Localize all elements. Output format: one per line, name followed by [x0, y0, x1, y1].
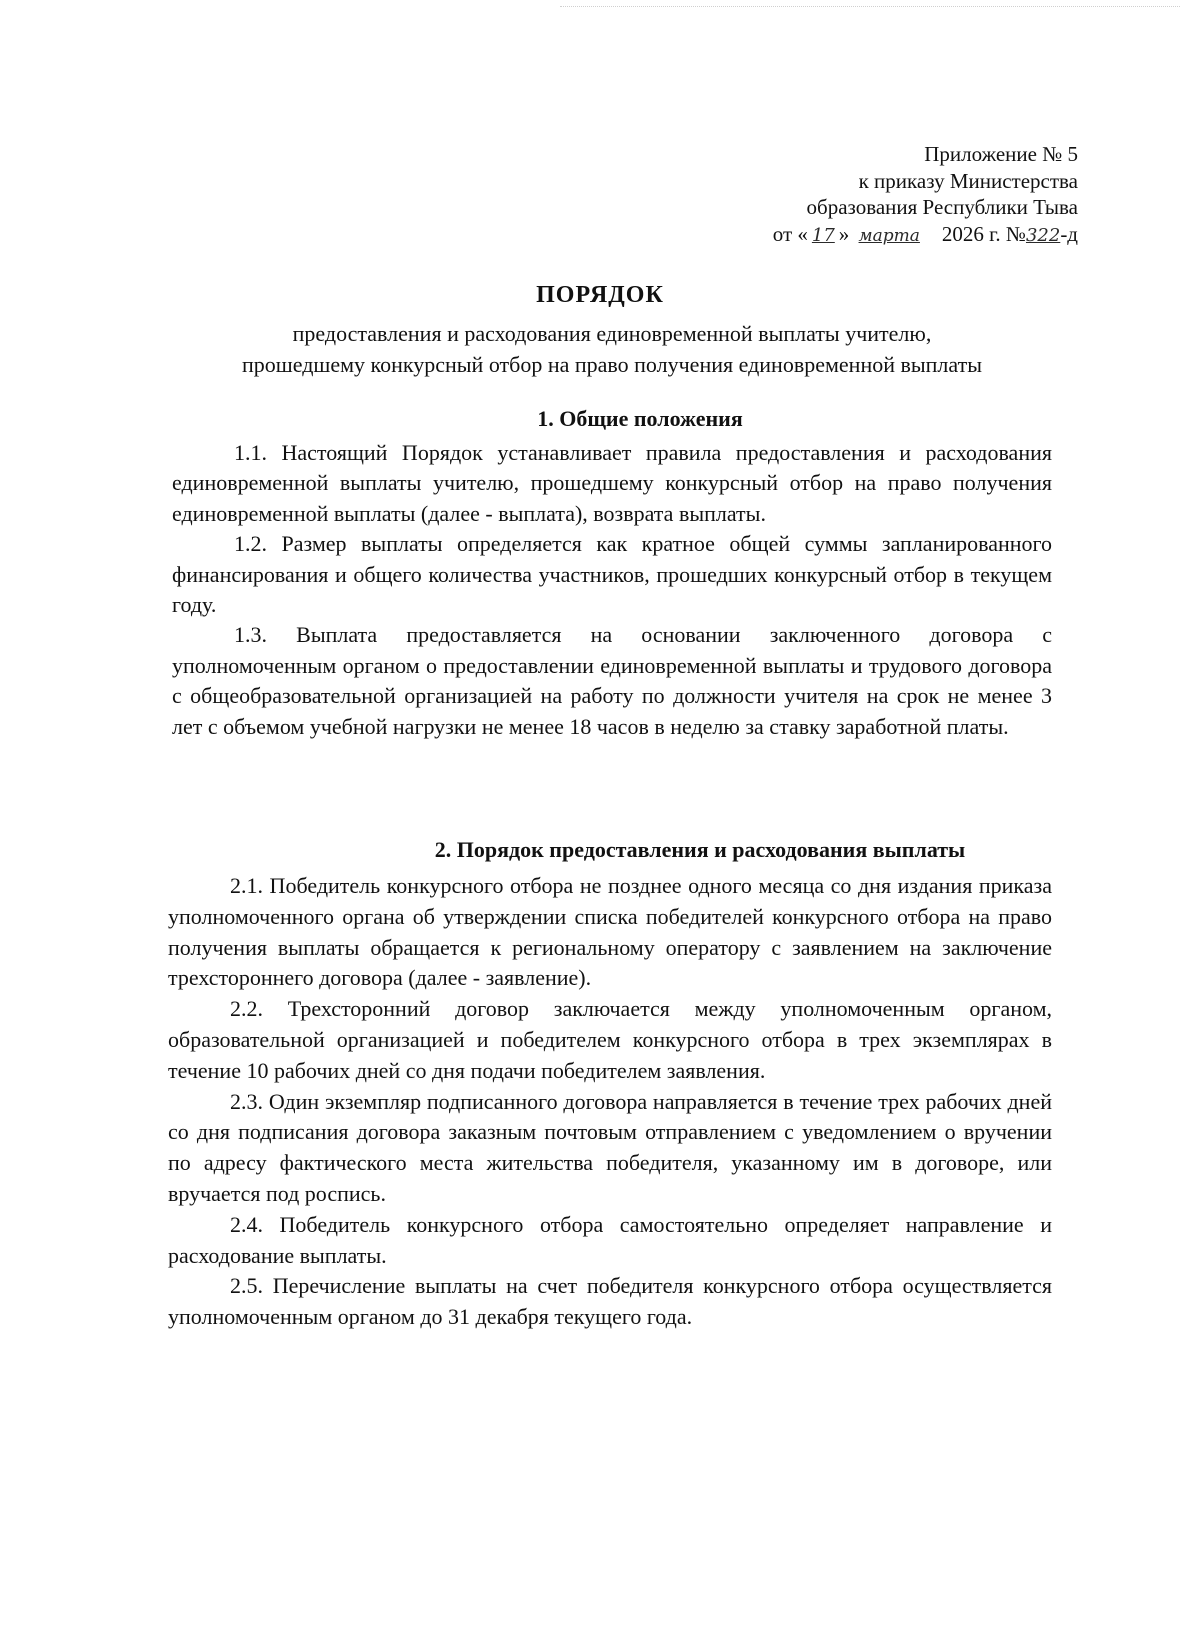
- date-day-handwritten: 17: [811, 224, 835, 246]
- date-prefix: от «: [772, 221, 808, 246]
- date-month-handwritten: марта: [858, 225, 920, 246]
- paragraph-2-1: 2.1. Победитель конкурсного отбора не позднее одного месяца со дня издания приказа уполномоченного органа об утверждении списка победителей конкурсного отбора на право получения выплаты обращается к региональному оператору с заявлением на заключение трехстороннего договора (далее - заявление).: [168, 873, 1052, 991]
- paragraph-2-4: 2.4. Победитель конкурсного отбора самостоятельно определяет направление и расходование выплаты.: [168, 1211, 1052, 1268]
- paragraph-1-1: 1.1. Настоящий Порядок устанавливает правила предоставления и расходования единовременной выплаты учителю, прошедшему конкурсный отбор на право получения единовременной выплаты (далее - выплата), возврата выплаты.: [172, 440, 1052, 526]
- section-1-heading: 1. Общие положения: [537, 406, 743, 431]
- order-number-handwritten: 322: [1025, 224, 1061, 246]
- annex-date-line: [773, 221, 1078, 250]
- paragraph-2-5: 2.5. Перечисление выплаты на счет победителя конкурсного отбора осуществляется уполномоченным органом до 31 декабря текущего года.: [168, 1273, 1052, 1330]
- paragraph-1-2: 1.2. Размер выплаты определяется как кратное общей суммы запланированного финансирования и общего количества участников, прошедших конкурсный отбор в текущем году.: [172, 531, 1052, 618]
- document-title: ПОРЯДОК: [536, 282, 664, 308]
- date-year: 2026 г. №: [941, 221, 1026, 246]
- annex-block: [773, 141, 1078, 249]
- paragraph-2-3: 2.3. Один экземпляр подписанного договора направляется в течение трех рабочих дней со дня подписания договора заказным почтовым отправлением с уведомлением о вручении по адресу фактического места жительства победителя, указанному им в договоре, или вручается под роспись.: [168, 1088, 1052, 1206]
- paragraph-1-3: 1.3. Выплата предоставляется на основании заключенного договора с уполномоченным органом о предоставлении единовременной выплаты и трудового договора с общеобразовательной организацией на работу по должности учителя на срок не менее 3 лет с объемом учебной нагрузки не менее 18 часов в неделю за ставку заработной платы.: [172, 622, 1052, 739]
- order-suffix: -д: [1060, 221, 1078, 246]
- section-2-body: [168, 871, 1052, 1333]
- annex-line-2: к приказу Министерства: [858, 168, 1078, 193]
- paragraph-2-2: 2.2. Трехсторонний договор заключается между уполномоченным органом, образовательной организацией и победителем конкурсного отбора в трех экземплярах в течение 10 рабочих дней со дня подачи победителем заявления.: [168, 996, 1052, 1083]
- section-2-heading: 2. Порядок предоставления и расходования выплаты: [434, 837, 966, 862]
- document-subtitle: [150, 318, 1074, 380]
- scan-artifact: [560, 6, 1180, 11]
- annex-line-3: образования Республики Тыва: [806, 195, 1078, 219]
- date-mid: »: [838, 221, 850, 246]
- section-1-body: [172, 438, 1052, 742]
- subtitle-line-2: прошедшему конкурсный отбор на право получения единовременной выплаты: [242, 352, 982, 377]
- annex-line-1: Приложение № 5: [924, 142, 1078, 166]
- subtitle-line-1: предоставления и расходования единовременной выплаты учителю,: [292, 321, 932, 346]
